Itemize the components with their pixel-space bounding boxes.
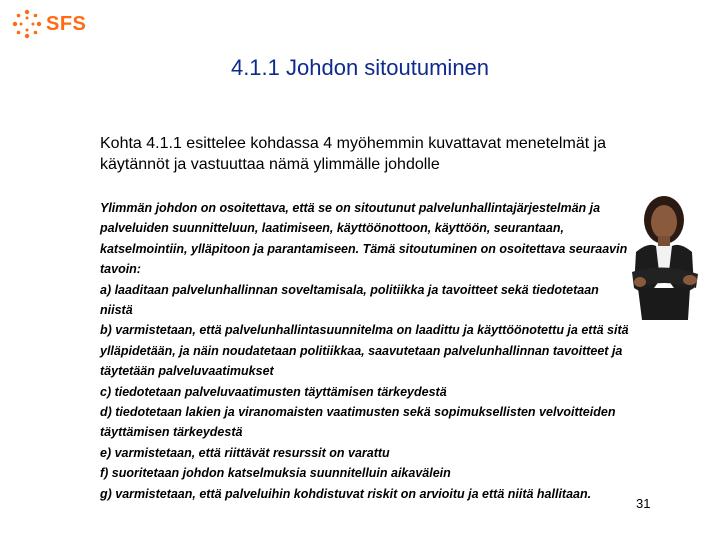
- sfs-dots-logo-icon: [12, 9, 42, 39]
- list-item-b: b) varmistetaan, että palvelunhallintasuunnitelma on laadittu ja käyttöönotettu ja että sitä ylläpidetään, ja näin noudatetaan politiikkaa, saavutetaan palvelunhallinnan tavoitteet ja täytetään palveluvaatimukset: [100, 323, 629, 379]
- intro-text: Kohta 4.1.1 esittelee kohdassa 4 myöhemmin kuvattavat menetelmät ja käytännöt ja vastuuttaa nämä ylimmälle johdolle: [100, 135, 607, 173]
- page-number: 31: [636, 496, 651, 511]
- list-item-c: c) tiedotetaan palveluvaatimusten täyttämisen tärkeydestä: [100, 384, 447, 399]
- list-item-g: g) varmistetaan, että palveluihin kohdistuvat riskit on arvioitu ja että niitä hallitaan.: [100, 486, 592, 501]
- body-text: [100, 198, 630, 504]
- sfs-logo: [12, 6, 122, 42]
- list-item-d: d) tiedotetaan lakien ja viranomaisten vaatimusten sekä sopimuksellisten velvoitteiden täyttämisen tärkeydestä: [100, 405, 616, 440]
- list-item-f: f) suoritetaan johdon katselmuksia suunnitelluin aikavälein: [100, 466, 451, 481]
- paragraph-intro: Ylimmän johdon on osoitettava, että se on sitoutunut palvelunhallintajärjestelmän ja palveluiden suunnitteluun, laatimiseen, käyttöönottoon, käyttöön, seurantaan, katselmointiin, ylläpitoon ja parantamiseen. Tämä sitoutuminen on osoitettava seuraavin tavoin:: [100, 201, 628, 277]
- slide-title: 4.1.1 Johdon sitoutuminen: [230, 55, 490, 80]
- logo-text: SFS: [46, 12, 87, 35]
- list-item-a: a) laaditaan palvelunhallinnan soveltamisala, politiikka ja tavoitteet sekä tiedotetaan niistä: [100, 282, 599, 318]
- businesswoman-photo: [618, 184, 713, 320]
- list-item-e: e) varmistetaan, että riittävät resurssit on varattu: [100, 445, 390, 460]
